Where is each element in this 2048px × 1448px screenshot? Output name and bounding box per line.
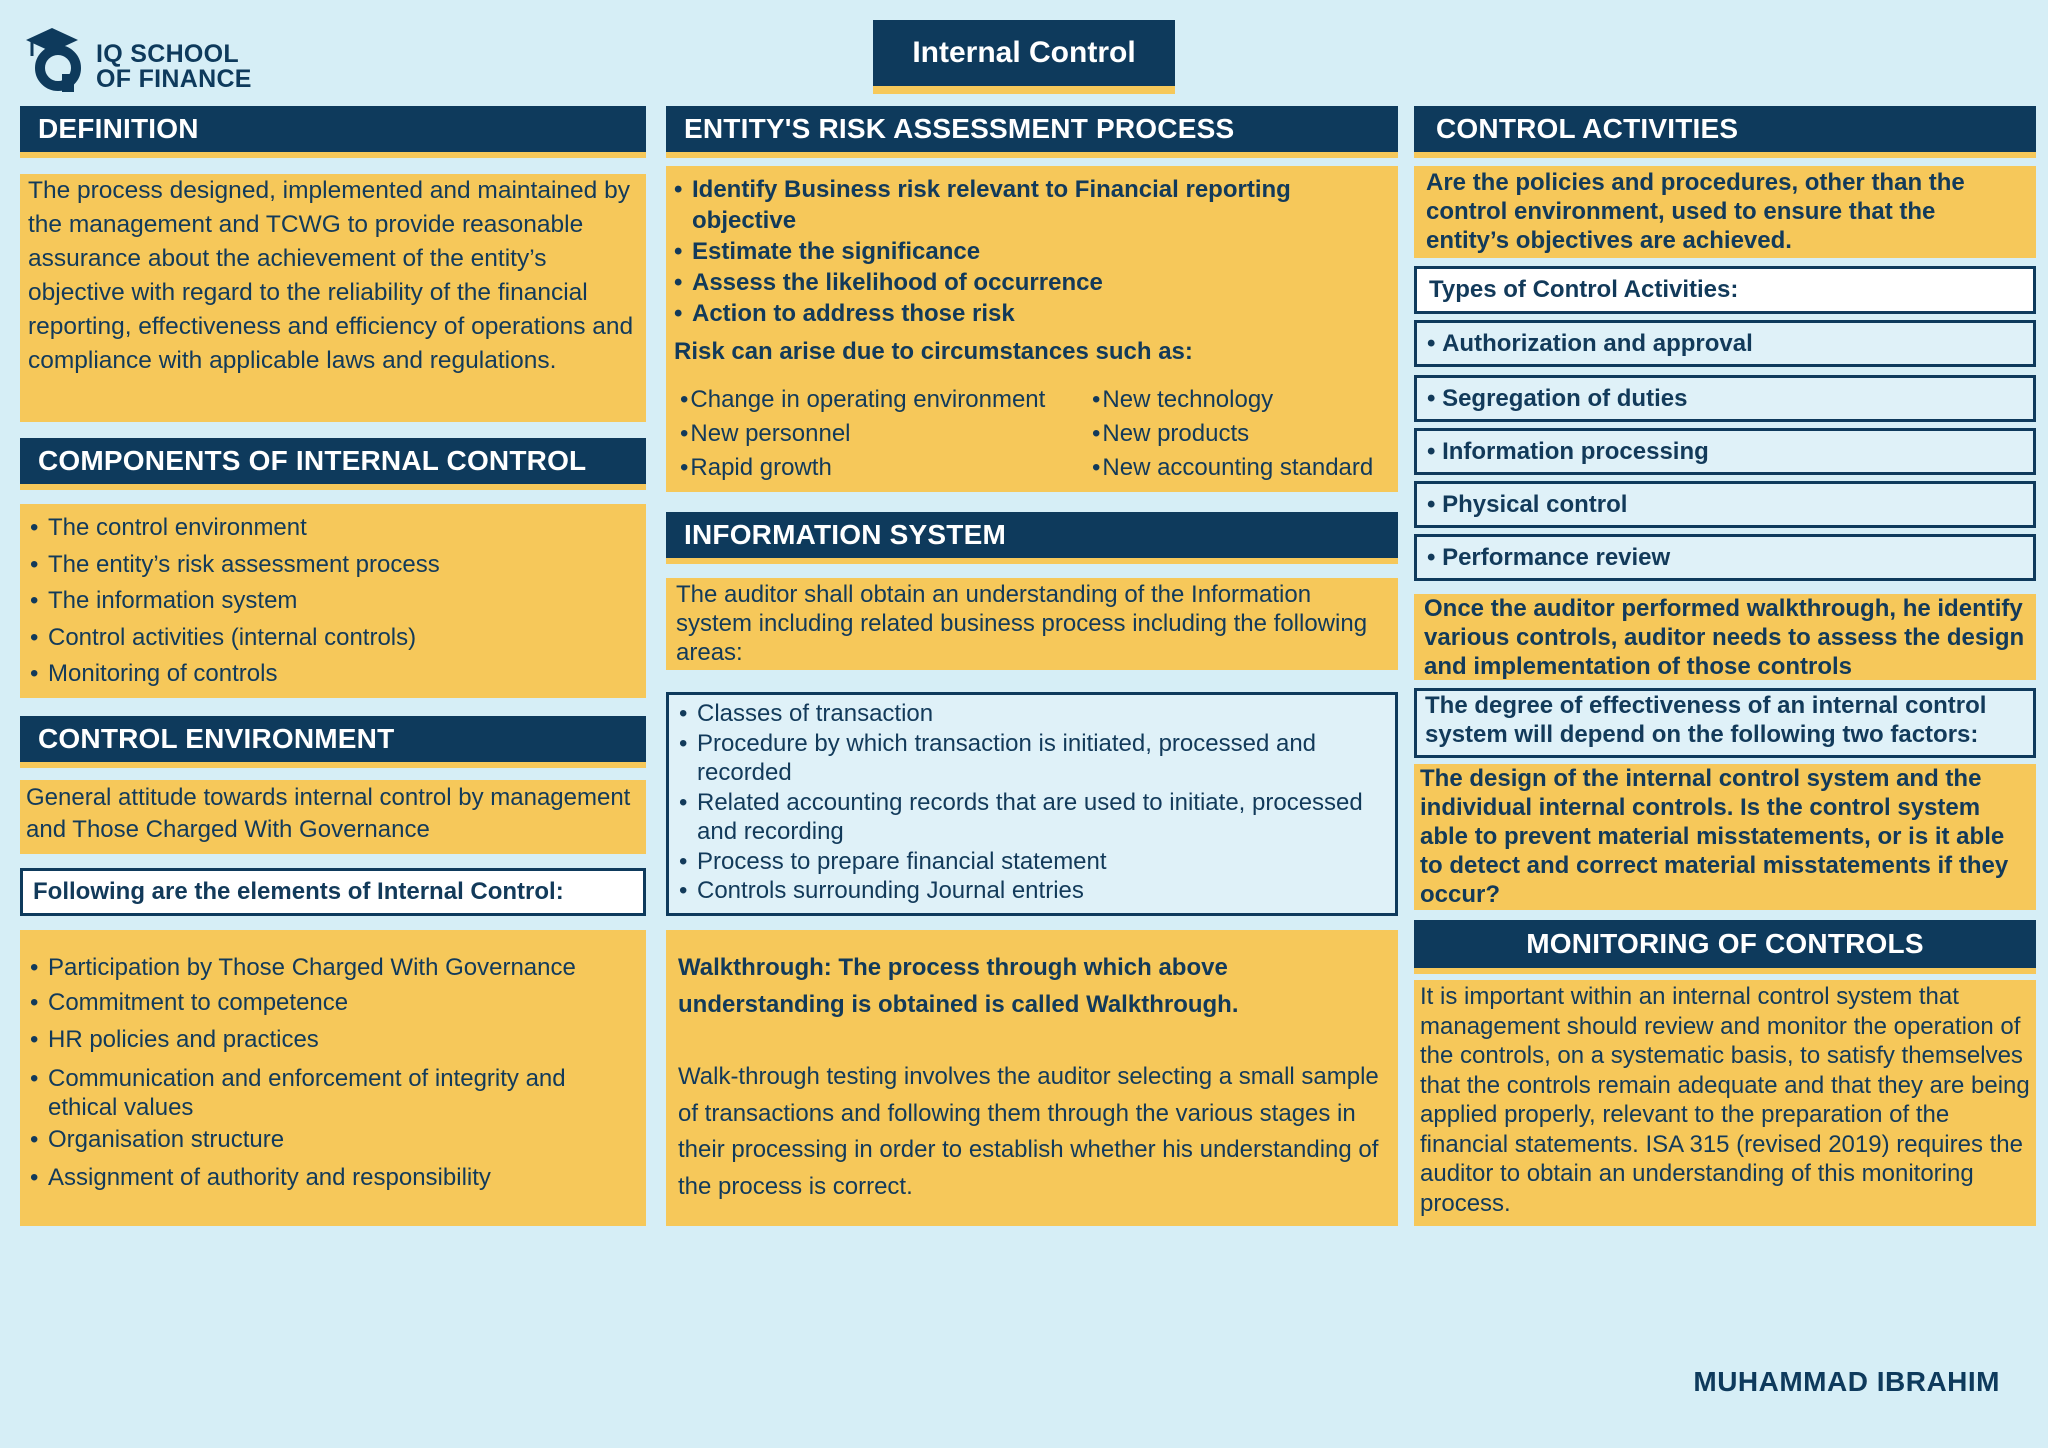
area-item: • Classes of transaction [679, 699, 1385, 729]
components-list [20, 504, 646, 698]
risk-assessment-box [666, 166, 1398, 492]
elements-list [20, 930, 646, 1226]
type-information-processing: • Information processing [1414, 428, 2036, 475]
walkthrough-definition: Walkthrough: The process through which above understanding is obtained is called Walkthrough. [678, 954, 1239, 1018]
circumstance-item: • New accounting standard [1092, 451, 1373, 485]
area-item: • Controls surrounding Journal entries [679, 876, 1385, 906]
logo [22, 22, 262, 94]
definition-text: The process designed, implemented and maintained by the management and TCWG to provide reasonable assurance about the achievement of the entity’s objective with regard to the reliability of the financial reporting, effectiveness and efficiency of operations and compliance with applicable laws and regulations. [20, 174, 646, 422]
area-item: • Process to prepare financial statement [679, 847, 1385, 877]
type-bullet: • [1427, 543, 1443, 571]
type-physical-control: • Physical control [1414, 481, 2036, 528]
component-item: • Monitoring of controls [30, 656, 636, 693]
walkthrough-box [666, 930, 1398, 1226]
type-performance-review: • Performance review [1414, 534, 2036, 581]
types-heading: Types of Control Activities: [1414, 266, 2036, 314]
circumstance-item: • New technology [1092, 383, 1373, 417]
element-item: • Assignment of authority and responsibility [30, 1162, 636, 1194]
risk-assessment-heading: ENTITY'S RISK ASSESSMENT PROCESS [666, 106, 1398, 158]
component-item: • The entity’s risk assessment process [30, 547, 636, 584]
type-bullet: • [1427, 490, 1443, 518]
risk-item: • Identify Business risk relevant to Financial reporting objective [674, 174, 1390, 236]
walkthrough-note: Once the auditor performed walkthrough, he identify various controls, auditor needs to assess the design and implementation of those controls [1414, 594, 2036, 680]
type-segregation: • Segregation of duties [1414, 375, 2036, 422]
circumstance-item: • New personnel [680, 417, 1092, 451]
design-note: The design of the internal control system and the individual internal controls. Is the control system able to prevent material misstatements, or is it able to detect and correct material misstatements if they occur? [1414, 764, 2036, 910]
circumstance-item: • New products [1092, 417, 1373, 451]
circumstances-right-list [1092, 383, 1373, 485]
circumstance-item: • Rapid growth [680, 451, 1092, 485]
risk-item: • Action to address those risk [674, 298, 1390, 329]
type-bullet: • [1427, 437, 1443, 465]
logo-line2: OF FINANCE [96, 65, 252, 93]
elements-heading: Following are the elements of Internal Control: [20, 868, 646, 916]
type-authorization: • Authorization and approval [1414, 320, 2036, 367]
definition-heading: DEFINITION [20, 106, 646, 158]
monitoring-text: It is important within an internal control system that management should review and monitor the operation of the controls, on a systematic basis, to satisfy themselves that the controls remain adequate and that they are being applied properly, relevant to the preparation of the financial statements. ISA 315 (revised 2019) requires the auditor to obtain an understanding of this monitoring process. [1414, 980, 2036, 1226]
element-item: • Commitment to competence [30, 987, 636, 1019]
component-item: • Control activities (internal controls) [30, 620, 636, 657]
components-heading: COMPONENTS OF INTERNAL CONTROL [20, 438, 646, 490]
information-system-areas [666, 692, 1398, 916]
monitoring-heading: MONITORING OF CONTROLS [1414, 920, 2036, 974]
control-activities-heading: CONTROL ACTIVITIES [1414, 106, 2036, 158]
information-system-intro: The auditor shall obtain an understanding of the Information system including related business process including the following areas: [666, 578, 1398, 670]
component-item: • The information system [30, 583, 636, 620]
author-signature: MUHAMMAD IBRAHIM [1693, 1366, 2000, 1397]
element-item: • Participation by Those Charged With Governance [30, 952, 636, 984]
page-title: Internal Control [873, 20, 1175, 94]
walkthrough-text: Walk-through testing involves the auditor selecting a small sample of transactions and following them through the various stages in their processing in order to establish whether his understanding of the process is correct. [678, 1063, 1379, 1200]
element-item: • Communication and enforcement of integrity and ethical values [30, 1064, 636, 1122]
risk-item: • Estimate the significance [674, 236, 1390, 267]
control-environment-text: General attitude towards internal control by management and Those Charged With Governance [20, 780, 646, 854]
element-item: • Organisation structure [30, 1124, 636, 1156]
effectiveness-note: The degree of effectiveness of an internal control system will depend on the following two factors: [1414, 688, 2036, 758]
logo-line1: IQ SCHOOL [96, 40, 239, 68]
area-item: • Procedure by which transaction is initiated, processed and recorded [679, 729, 1385, 788]
circumstances-left-list [674, 383, 1092, 485]
type-bullet: • [1427, 329, 1443, 357]
type-bullet: • [1427, 384, 1443, 412]
area-item: • Related accounting records that are used to initiate, processed and recording [679, 788, 1385, 847]
control-environment-heading: CONTROL ENVIRONMENT [20, 716, 646, 768]
control-activities-intro: Are the policies and procedures, other than the control environment, used to ensure that the entity’s objectives are achieved. [1414, 166, 2036, 258]
element-item: • HR policies and practices [30, 1024, 636, 1056]
circumstance-item: • Change in operating environment [680, 383, 1092, 417]
risk-item: • Assess the likelihood of occurrence [674, 267, 1390, 298]
component-item: • The control environment [30, 510, 636, 547]
circumstances-heading: Risk can arise due to circumstances such as: [674, 338, 1193, 365]
graduation-cap-logo-icon [22, 22, 92, 94]
information-system-heading: INFORMATION SYSTEM [666, 512, 1398, 564]
